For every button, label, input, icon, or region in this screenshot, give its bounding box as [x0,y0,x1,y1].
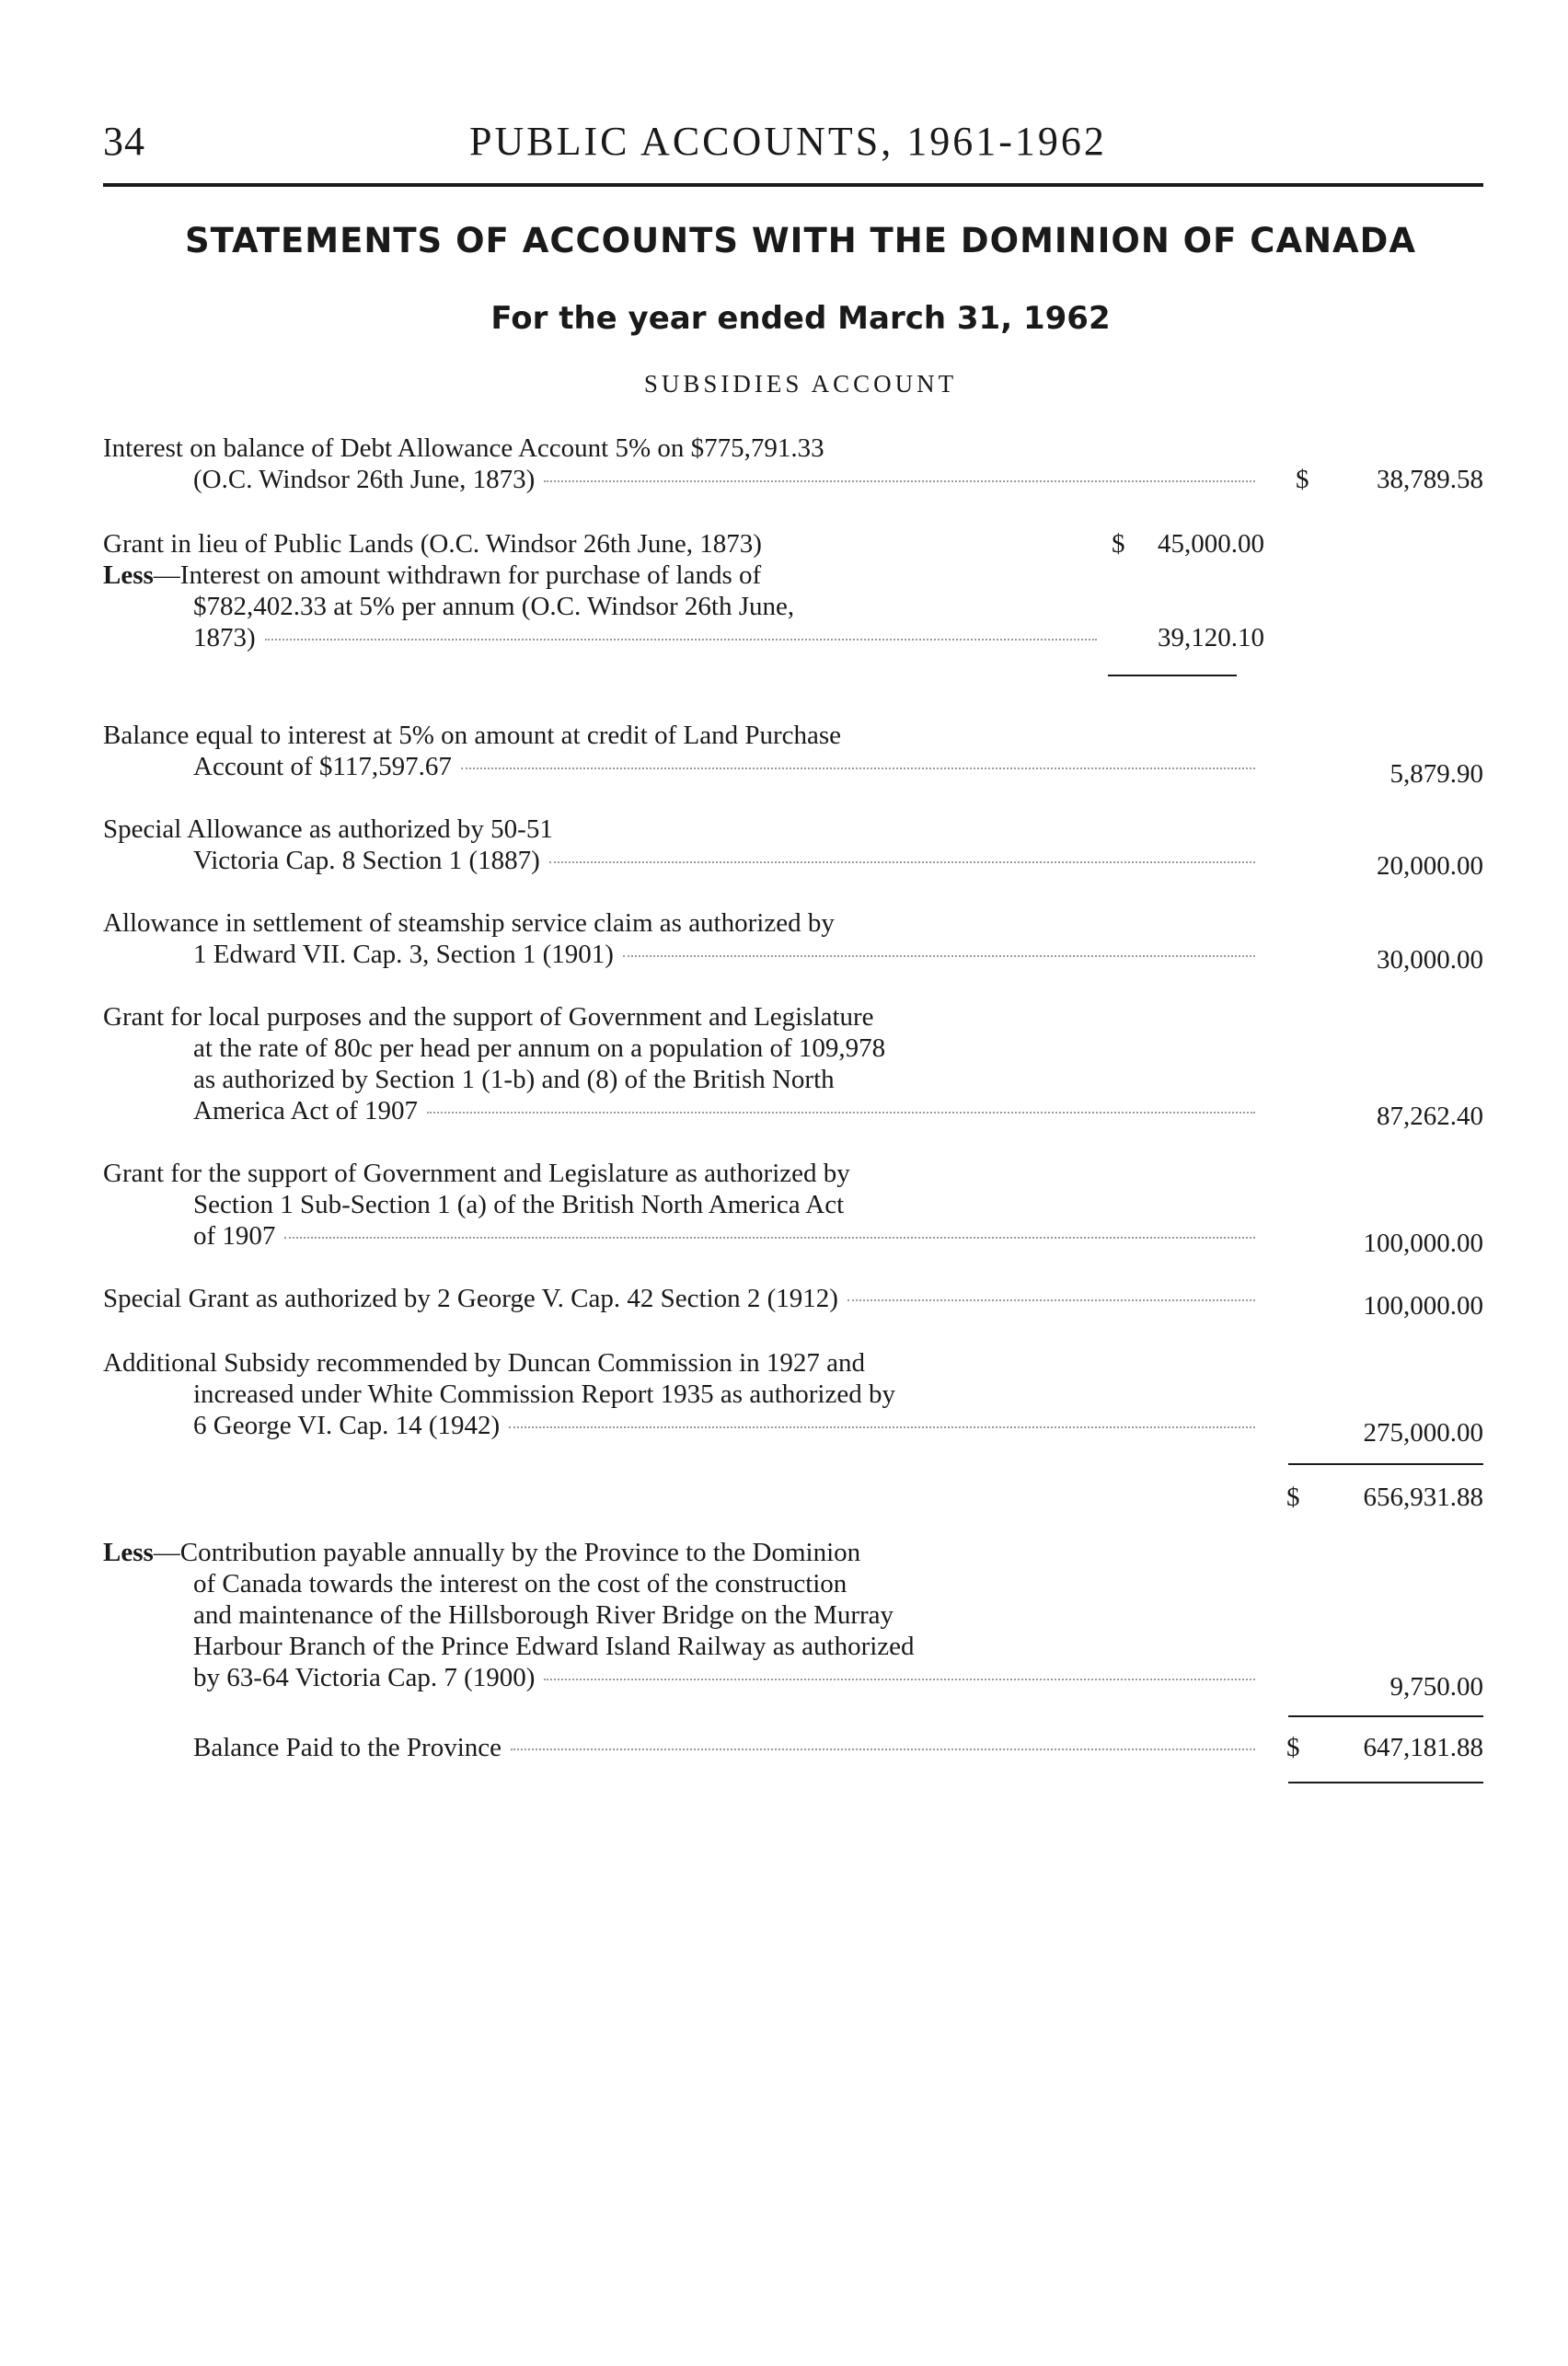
dot-leader [623,955,1255,957]
entry-text: by 63-64 Victoria Cap. 7 (1900) [193,1663,536,1692]
entry-leader-line [103,464,1262,495]
entry-text: Special Grant as authorized by 2 George V. Cap. 42 Section 2 (1912) [103,1284,838,1313]
running-header [103,118,1483,173]
balance-rule [1288,1715,1483,1717]
header-rule [103,183,1483,187]
entry-text: Section 1 Sub-Section 1 (a) of the British North America Act [193,1190,845,1219]
entry-text: at the rate of 80c per head per annum on a population of 109,978 [193,1033,886,1063]
amount-total: 656,931.88 [1363,1483,1483,1512]
amount-public-lands: 45,000.00 [1158,529,1264,559]
entry-text: Victoria Cap. 8 Section 1 (1887) [193,846,540,875]
statement-title: STATEMENTS OF ACCOUNTS WITH THE DOMINION OF CANADA [184,221,1417,260]
dot-leader [847,1299,1255,1301]
entry-text: Interest on balance of Debt Allowance Account 5% on $775,791.33 [103,433,824,463]
amount-land-purchase: 5,879.90 [1389,759,1483,789]
currency-symbol: $ [1286,1483,1300,1512]
entry-text: increased under White Commission Report 1935 as authorized by [193,1379,895,1409]
amount-local-purposes: 87,262.40 [1377,1102,1483,1131]
entry-text: —Interest on amount withdrawn for purchase of lands of [153,560,762,590]
amount-government-support: 100,000.00 [1363,1229,1483,1258]
dot-leader [511,1749,1255,1750]
dot-leader [427,1112,1255,1114]
entry-special-allowance [103,814,1262,876]
entry-leader-line [103,1732,1262,1763]
amount-steamship: 30,000.00 [1377,945,1483,975]
entry-text: Special Allowance as authorized by 50-51 [103,814,553,844]
entry-text: 1873) [193,623,256,652]
entry-text: America Act of 1907 [193,1096,419,1125]
entry-text: $782,402.33 at 5% per annum (O.C. Windsor 26th June, [193,592,795,621]
amount-additional-subsidy: 275,000.00 [1363,1418,1483,1448]
dot-leader [265,639,1097,641]
currency-symbol: $ [1112,529,1125,559]
final-rule [1288,1782,1483,1783]
entry-leader-line [103,845,1262,876]
entry-leader-line [103,1662,1262,1693]
amount-less-contribution: 9,750.00 [1389,1672,1483,1702]
entry-text: —Contribution payable annually by the Province to the Dominion [153,1538,861,1567]
entry-leader-line [103,1283,1262,1314]
entry-additional-subsidy [103,1347,1262,1441]
entry-leader-line [103,1095,1262,1126]
less-label: Less [103,560,154,590]
dot-leader [544,480,1255,482]
entry-less-interest [103,560,1104,653]
amount-balance-paid: 647,181.88 [1363,1733,1483,1762]
dot-leader [509,1426,1255,1428]
currency-symbol: $ [1296,465,1309,494]
entry-text: 1 Edward VII. Cap. 3, Section 1 (1901) [193,940,614,969]
dot-leader [461,768,1255,769]
entry-text: Grant in lieu of Public Lands (O.C. Windsor 26th June, 1873) [103,529,762,559]
entry-government-support [103,1158,1262,1252]
page-number: 34 [103,119,145,164]
amount-special-allowance: 20,000.00 [1377,851,1483,881]
entry-leader-line [103,1410,1262,1441]
entry-text: Grant for local purposes and the support of Government and Legislature [103,1002,874,1032]
amount-less-interest: 39,120.10 [1158,623,1264,652]
entry-text: (O.C. Windsor 26th June, 1873) [193,465,536,494]
entry-text: Grant for the support of Government and Legislature as authorized by [103,1159,850,1188]
subtotal-rule [1108,675,1237,676]
entry-text: of 1907 [193,1221,276,1251]
entry-text: and maintenance of the Hillsborough River Bridge on the Murray [193,1600,894,1630]
running-title: PUBLIC ACCOUNTS, 1961-1962 [469,119,1107,164]
amount-interest: 38,789.58 [1377,465,1483,494]
entry-leader-line [103,622,1104,653]
entry-text: Additional Subsidy recommended by Duncan Commission in 1927 and [103,1348,866,1378]
entry-text: 6 George VI. Cap. 14 (1942) [193,1411,501,1440]
total-rule [1288,1463,1483,1465]
dot-leader [284,1237,1255,1239]
entry-leader-line [103,1220,1262,1252]
amount-special-grant: 100,000.00 [1363,1291,1483,1321]
dot-leader [544,1679,1255,1680]
entry-text: Harbour Branch of the Prince Edward Island Railway as authorized [193,1632,915,1661]
dot-leader [549,861,1255,863]
entry-leader-line [103,939,1262,970]
currency-symbol: $ [1286,1733,1300,1762]
entry-less-contribution [103,1537,1262,1693]
entry-text: Balance Paid to the Province [193,1733,502,1762]
statement-subtitle: For the year ended March 31, 1962 [490,300,1111,337]
entry-text: Allowance in settlement of steamship service claim as authorized by [103,908,835,938]
entry-text: Account of $117,597.67 [193,752,452,781]
entry-text: of Canada towards the interest on the cost of the construction [193,1569,847,1598]
section-heading: SUBSIDIES ACCOUNT [643,370,958,398]
entry-balance-paid [103,1732,1262,1763]
entry-land-purchase [103,720,1262,782]
entry-special-grant [103,1283,1262,1314]
entry-interest [103,433,1262,495]
entry-public-lands [103,528,1104,560]
entry-local-purposes [103,1001,1262,1126]
entry-steamship [103,907,1262,970]
entry-text: as authorized by Section 1 (1-b) and (8) of the British North [193,1065,835,1094]
entry-text: Balance equal to interest at 5% on amount at credit of Land Purchase [103,721,842,750]
entry-leader-line [103,751,1262,782]
less-label: Less [103,1538,154,1567]
